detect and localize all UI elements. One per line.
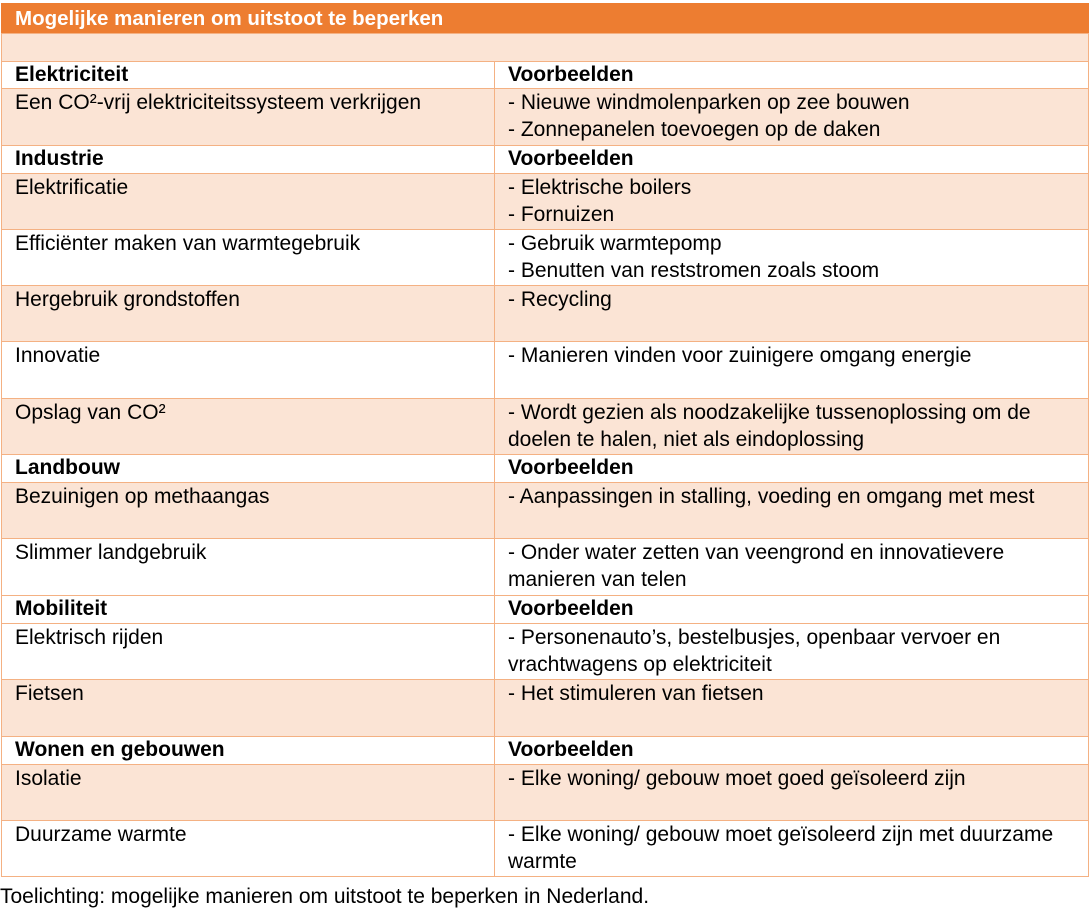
measure-cell: Elektrisch rijden — [2, 624, 495, 679]
table-row — [2, 482, 1088, 538]
section-header-row — [2, 595, 1088, 623]
measure-cell: Een CO²-vrij elektriciteitssysteem verkrijgen — [2, 89, 495, 145]
measure-cell: Slimmer landgebruik — [2, 539, 495, 595]
examples-header: Voorbeelden — [508, 63, 634, 86]
examples-cell: - Gebruik warmtepomp - Benutten van reststromen zoals stoom — [508, 232, 880, 282]
examples-cell: - Het stimuleren van fietsen — [508, 682, 764, 705]
table-spacer-row — [2, 33, 1088, 61]
section-title: Elektriciteit — [2, 62, 495, 88]
measure-cell: Fietsen — [2, 680, 495, 736]
table-row — [2, 820, 1088, 876]
table-row — [2, 764, 1088, 820]
table-row — [2, 679, 1088, 736]
examples-cell: - Personenauto’s, bestelbusjes, openbaar vervoer en vrachtwagens op elektriciteit — [508, 626, 1001, 676]
examples-header: Voorbeelden — [508, 147, 634, 170]
examples-cell: - Nieuwe windmolenparken op zee bouwen - Zonnepanelen toevoegen op de daken — [508, 91, 910, 141]
table-caption: Toelichting: mogelijke manieren om uitstoot te beperken in Nederland. — [0, 885, 650, 908]
table-row — [2, 285, 1088, 341]
examples-header: Voorbeelden — [508, 597, 634, 620]
measure-cell: Bezuinigen op methaangas — [2, 483, 495, 538]
table-row — [2, 341, 1088, 398]
measure-cell: Duurzame warmte — [2, 821, 495, 876]
examples-header: Voorbeelden — [508, 738, 634, 761]
examples-cell: - Elke woning/ gebouw moet geïsoleerd zijn met duurzame warmte — [508, 823, 1054, 873]
examples-cell: - Aanpassingen in stalling, voeding en omgang met mest — [508, 485, 1035, 508]
section-title: Industrie — [2, 146, 495, 173]
section-header-row — [2, 61, 1088, 88]
table-row — [2, 398, 1088, 454]
measure-cell: Efficiënter maken van warmtegebruik — [2, 230, 495, 285]
measure-cell: Innovatie — [2, 342, 495, 398]
measure-cell: Hergebruik grondstoffen — [2, 286, 495, 341]
table-row — [2, 229, 1088, 285]
measure-cell: Opslag van CO² — [2, 399, 495, 454]
examples-cell: - Recycling — [508, 288, 612, 311]
measure-cell: Elektrificatie — [2, 174, 495, 229]
measure-cell: Isolatie — [2, 765, 495, 820]
section-header-row — [2, 454, 1088, 482]
table-row — [2, 623, 1088, 679]
table-row — [2, 538, 1088, 595]
examples-cell: - Manieren vinden voor zuinigere omgang energie — [508, 344, 972, 367]
table-row — [2, 88, 1088, 145]
examples-header: Voorbeelden — [508, 456, 634, 479]
table-row — [2, 173, 1088, 229]
section-header-row — [2, 145, 1088, 173]
examples-cell: - Elektrische boilers - Fornuizen — [508, 176, 692, 226]
examples-cell: - Wordt gezien als noodzakelijke tussenoplossing om de doelen te halen, niet als eindoplossing — [508, 401, 1031, 451]
section-title: Wonen en gebouwen — [2, 737, 495, 764]
emission-table — [1, 3, 1089, 877]
section-header-row — [2, 736, 1088, 764]
examples-cell: - Elke woning/ gebouw moet goed geïsoleerd zijn — [508, 767, 966, 790]
examples-cell: - Onder water zetten van veengrond en innovatievere manieren van telen — [508, 541, 1005, 591]
table-title: Mogelijke manieren om uitstoot te beperken — [1, 3, 1089, 33]
section-title: Mobiliteit — [2, 596, 495, 623]
section-title: Landbouw — [2, 455, 495, 482]
table-body — [2, 61, 1088, 876]
